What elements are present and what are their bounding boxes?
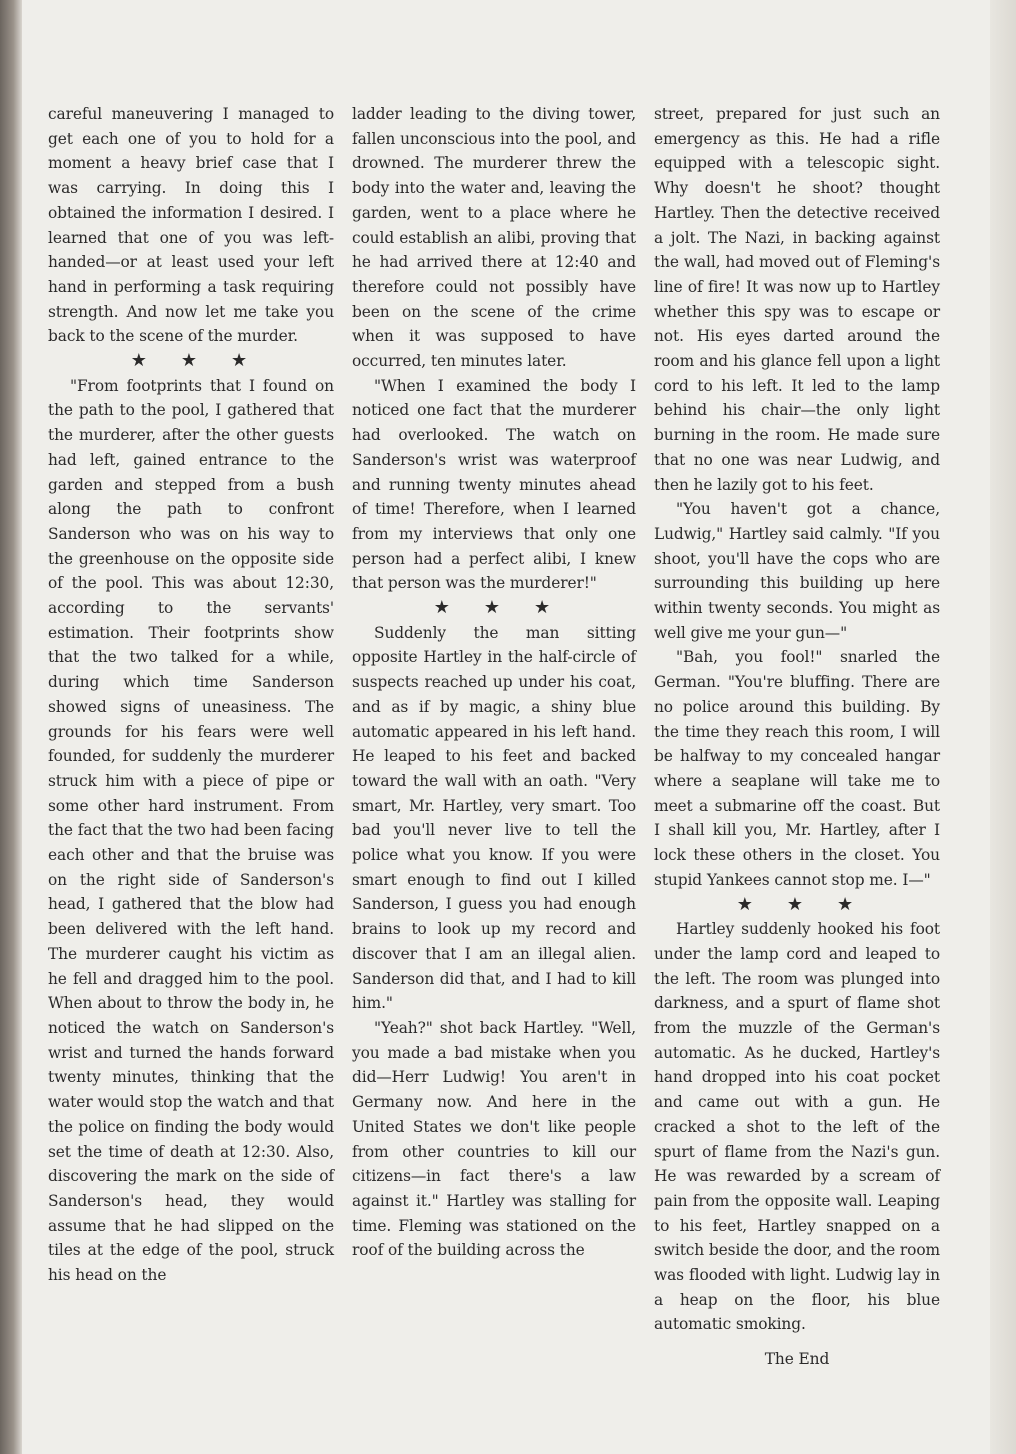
page-edge xyxy=(990,0,1016,1454)
paragraph: "You haven't got a chance, Ludwig," Hartley said calmly. "If you shoot, you'll have the cops who are surrounding this building up here within twenty seconds. You might as well give me your gun—" xyxy=(654,500,940,642)
paragraph: "From footprints that I found on the path to the pool, I gathered that the murderer, after the other guests had left, gained entrance to the garden and stepped from a bush along the path to confront Sanderson who was on his way to the greenhouse on the opposite side of the pool. This was about 12:30, according to the servants' estimation. Their footprints show that the two talked for a while, during which time Sanderson showed signs of uneasiness. The grounds for his fears were well founded, for suddenly the murderer struck him with a piece of pipe or some other hard instrument. From the fact that the two had been facing each other and that the bruise was on the right side of Sanderson's head, I gathered that the blow had been delivered with the left hand. The murderer caught his victim as he fell and dragged him to the pool. When about to throw the body in, he noticed the watch on Sanderson's wrist and turned the hands forward twenty minutes, thinking that the water would stop the watch and that the police on finding the body would set the time of death at 12:30. Also, discovering the mark on the side of Sanderson's head, they would assume that he had slipped on the tiles at the edge of the pool, struck his head on the xyxy=(48,376,334,1285)
paragraph: "Bah, you fool!" snarled the German. "You're bluffing. There are no police around this building. By the time they reach this room, I will be halfway to my concealed hangar where a seaplane will take me to meet a submarine off the coast. But I shall kill you, Mr. Hartley, after I lock these others in the closet. You stupid Yankees cannot stop me. I—" xyxy=(654,648,940,889)
paragraph: street, prepared for just such an emergency as this. He had a rifle equipped with a telescopic sight. Why doesn't he shoot? thought Hartley. Then the detective received a jolt. The Nazi, in backing against the wall, had moved out of Fleming's line of fire! It was now up to Hartley whether this spy was to escape or not. His eyes darted around the room and his glance fell upon a light cord to his left. It led to the lamp behind his chair—the only light burning in the room. He made sure that no one was near Ludwig, and then he lazily got to his feet. xyxy=(654,105,940,494)
paragraph: Hartley suddenly hooked his foot under the lamp cord and leaped to the left. The room was plunged into darkness, and a spurt of flame shot from the muzzle of the German's automatic. As he ducked, Hartley's hand dropped into his coat pocket and came out with a gun. He cracked a shot to the left of the spurt of flame from the Nazi's gun. He was rewarded by a scream of pain from the opposite wall. Leaping to his feet, Hartley snapped on a switch beside the door, and the room was flooded with light. Ludwig lay in a heap on the floor, his blue automatic smoking. xyxy=(654,920,940,1334)
section-break-stars: ★★★ xyxy=(736,893,888,915)
section-break-stars: ★★★ xyxy=(433,597,585,619)
the-end-label: The End xyxy=(764,1350,830,1369)
paragraph: Suddenly the man sitting opposite Hartley in the half-circle of suspects reached up under his coat, and as if by magic, a shiny blue automatic appeared in his left hand. He leaped to his feet and backed toward the wall with an oath. "Very smart, Mr. Hartley, very smart. Too bad you'll never live to tell the police what you know. If you were smart enough to find out I killed Sanderson, I guess you had enough brains to look up my record and discover that I am an illegal alien. Sanderson did that, and I had to kill him." xyxy=(352,623,636,1013)
book-spine-shadow xyxy=(0,0,22,1454)
paragraph: "When I examined the body I noticed one fact that the murderer had overlooked. The watch on Sanderson's wrist was waterproof and running twenty minutes ahead of time! Therefore, when I learned from my interviews that only one person had a perfect alibi, I knew that person was the murderer!" xyxy=(352,376,636,593)
text-column-1 xyxy=(48,102,334,1288)
text-column-2 xyxy=(352,102,636,1263)
section-break-stars: ★★★ xyxy=(130,350,282,372)
paragraph: "Yeah?" shot back Hartley. "Well, you made a bad mistake when you did—Herr Ludwig! You aren't in Germany now. And here in the United States we don't like people from other countries to kill our citizens—in fact there's a law against it." Hartley was stalling for time. Fleming was stationed on the roof of the building across the xyxy=(352,1019,636,1260)
paragraph: ladder leading to the diving tower, fallen unconscious into the pool, and drowned. The murderer threw the body into the water and, leaving the garden, went to a place where he could establish an alibi, proving that he had arrived there at 12:40 and therefore could not possibly have been on the scene of the crime when it was supposed to have occurred, ten minutes later. xyxy=(352,105,636,371)
text-column-3 xyxy=(654,102,940,1372)
paragraph: careful maneuvering I managed to get each one of you to hold for a moment a heavy brief case that I was carrying. In doing this I obtained the information I desired. I learned that one of you was left-handed—or at least used your left hand in performing a task requiring strength. And now let me take you back to the scene of the murder. xyxy=(48,105,334,346)
